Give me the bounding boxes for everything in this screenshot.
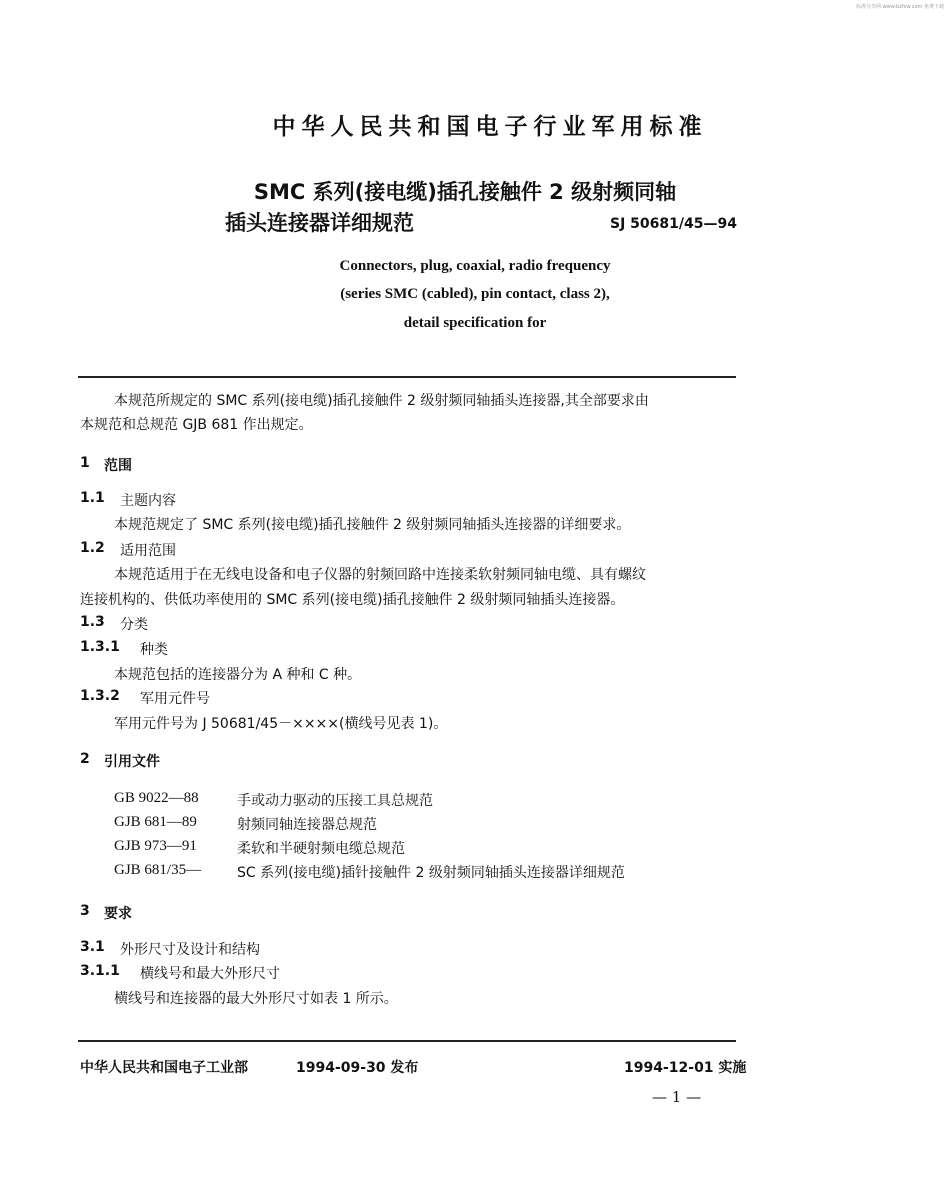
section-1-3-number: 1.3 — [80, 614, 105, 630]
reference-code-2: GJB 681—89 — [114, 814, 197, 830]
section-1-title: 范围 — [104, 458, 132, 474]
title-cn-line1: SMC 系列(接电缆)插孔接触件 2 级射频同轴 — [253, 180, 677, 204]
section-1-2-text2: 连接机构的、供低功率使用的 SMC 系列(接电缆)插孔接触件 2 级射频同轴插头连接器。 — [80, 592, 625, 608]
section-3-1-1-title: 横线号和最大外形尺寸 — [140, 966, 280, 982]
section-1-3-1-text: 本规范包括的连接器分为 A 种和 C 种。 — [114, 667, 362, 683]
section-1-2-number: 1.2 — [80, 540, 105, 556]
section-1-1-title: 主题内容 — [120, 493, 176, 509]
section-1-3-2-number: 1.3.2 — [80, 688, 120, 704]
section-2-number: 2 — [80, 751, 90, 767]
intro-line2: 本规范和总规范 GJB 681 作出规定。 — [80, 417, 313, 433]
footer-divider — [78, 1040, 736, 1042]
section-1-number: 1 — [80, 455, 90, 471]
watermark-text: 标准分享网 www.bzfxw.com 免费下载 — [856, 4, 944, 10]
section-3-1-number: 3.1 — [80, 939, 105, 955]
section-3-1-title: 外形尺寸及设计和结构 — [120, 942, 260, 958]
title-en-line3: detail specification for — [403, 315, 547, 331]
section-1-3-1-number: 1.3.1 — [80, 639, 120, 655]
reference-code-3: GJB 973—91 — [114, 838, 197, 854]
reference-code-4: GJB 681/35— — [114, 862, 202, 878]
footer-issuer: 中华人民共和国电子工业部 — [80, 1060, 248, 1076]
section-3-number: 3 — [80, 903, 90, 919]
reference-title-1: 手或动力驱动的压接工具总规范 — [237, 793, 433, 809]
intro-line1: 本规范所规定的 SMC 系列(接电缆)插孔接触件 2 级射频同轴插头连接器,其全部要求由 — [114, 393, 649, 409]
header-divider — [78, 376, 736, 378]
section-2-title: 引用文件 — [104, 754, 160, 770]
standard-code: SJ 50681/45—94 — [610, 216, 737, 232]
section-1-2-title: 适用范围 — [120, 543, 176, 559]
reference-title-3: 柔软和半硬射频电缆总规范 — [237, 841, 405, 857]
section-1-3-2-text: 军用元件号为 J 50681/45－××××(横线号见表 1)。 — [114, 716, 448, 732]
section-1-1-text: 本规范规定了 SMC 系列(接电缆)插孔接触件 2 级射频同轴插头连接器的详细要求。 — [114, 517, 631, 533]
title-en-line2: (series SMC (cabled), pin contact, class 2), — [340, 286, 610, 302]
footer-issue-date: 1994-09-30 发布 — [296, 1060, 419, 1076]
standard-category: 中华人民共和国电子行业军用标准 — [272, 114, 708, 140]
title-en-line1: Connectors, plug, coaxial, radio frequency — [339, 258, 611, 274]
section-1-3-1-title: 种类 — [140, 642, 168, 658]
section-1-1-number: 1.1 — [80, 490, 105, 506]
section-1-2-text1: 本规范适用于在无线电设备和电子仪器的射频回路中连接柔软射频同轴电缆、具有螺纹 — [114, 567, 646, 583]
reference-code-1: GB 9022—88 — [114, 790, 199, 806]
section-1-3-2-title: 军用元件号 — [140, 691, 210, 707]
section-3-1-1-number: 3.1.1 — [80, 963, 120, 979]
section-1-3-title: 分类 — [120, 617, 148, 633]
title-cn-line2: 插头连接器详细规范 — [225, 211, 414, 235]
reference-title-4: SC 系列(接电缆)插针接触件 2 级射频同轴插头连接器详细规范 — [237, 865, 625, 881]
footer-effective-date: 1994-12-01 实施 — [624, 1060, 747, 1076]
section-3-1-1-text: 横线号和连接器的最大外形尺寸如表 1 所示。 — [114, 991, 398, 1007]
section-3-title: 要求 — [104, 906, 132, 922]
reference-title-2: 射频同轴连接器总规范 — [237, 817, 377, 833]
page-number: — 1 — — [652, 1088, 702, 1106]
